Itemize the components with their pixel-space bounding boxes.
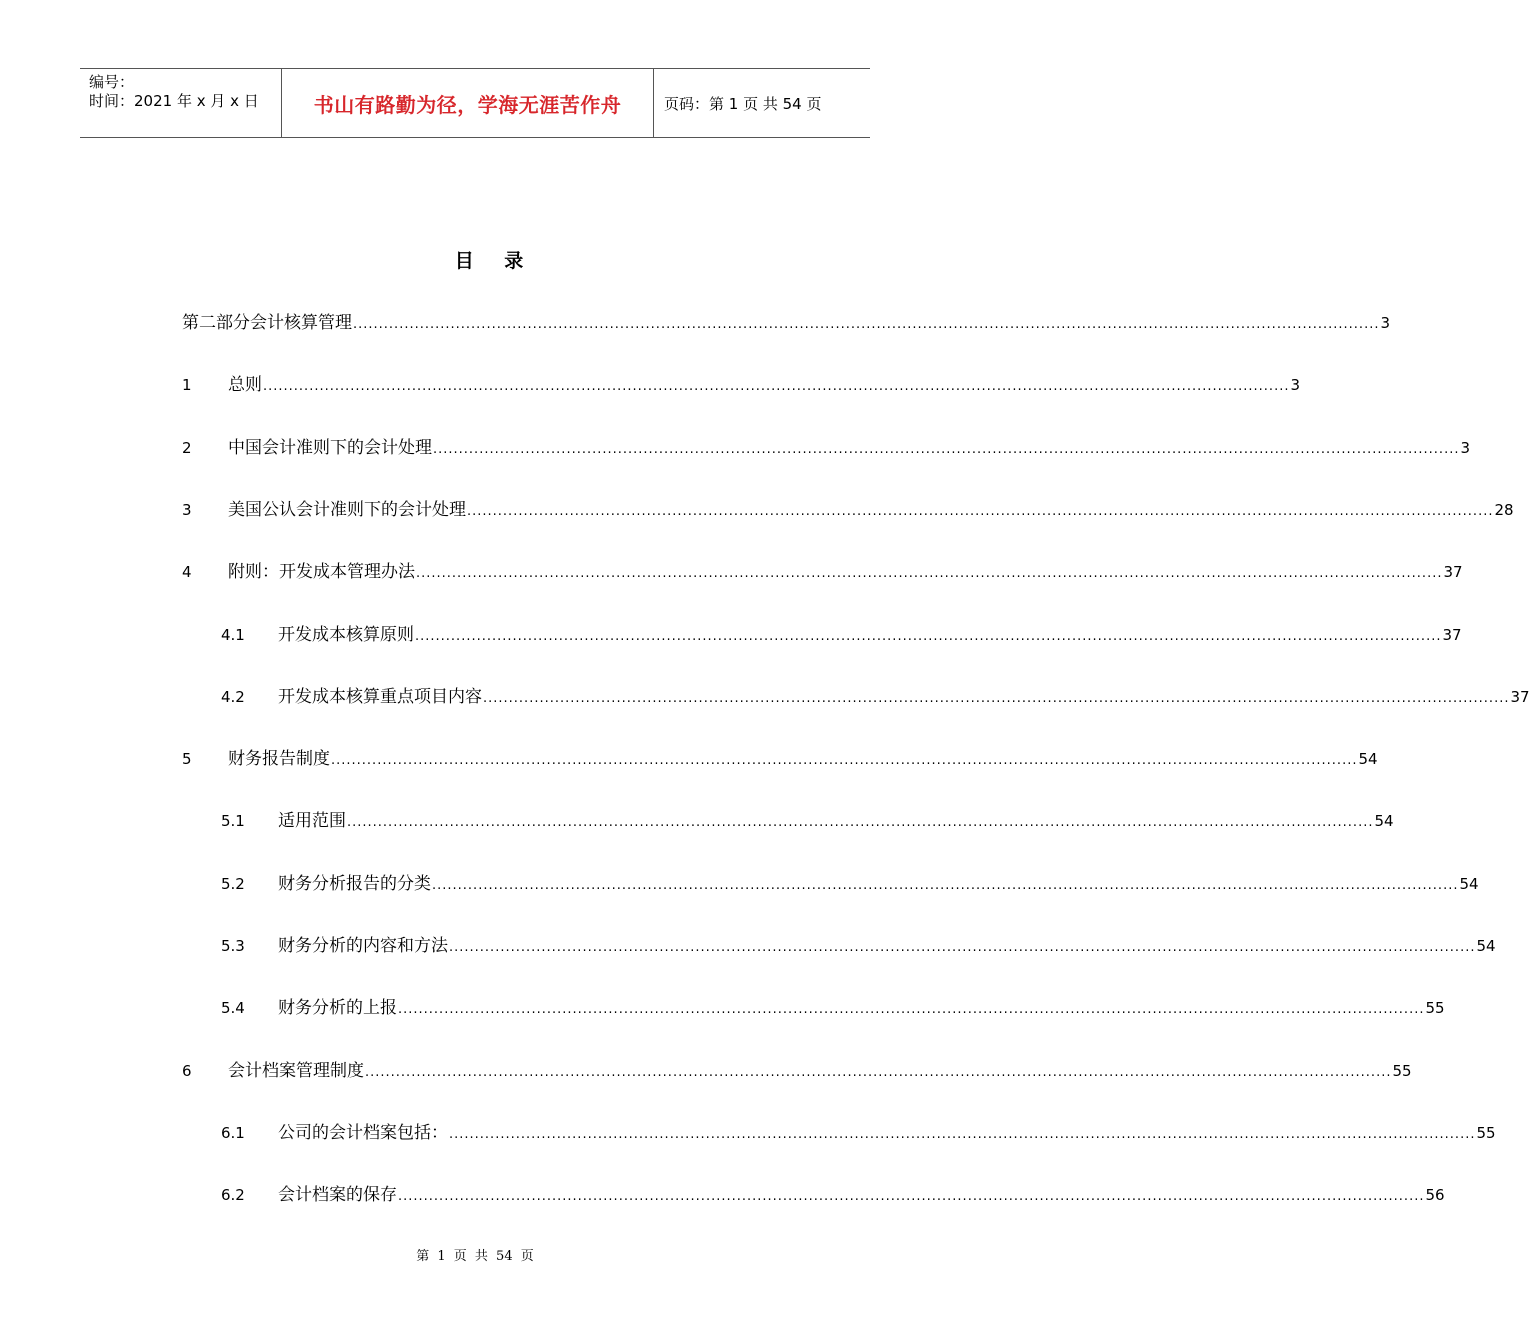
toc-entry-page: 37 [1510, 687, 1530, 706]
toc-entry[interactable] [221, 871, 1479, 897]
code-label: 编号： [89, 73, 135, 91]
toc-entry[interactable] [221, 1182, 1445, 1208]
toc-entry-title: 开发成本核算原则 [278, 624, 414, 645]
toc-leader-dots: ........................................................................................................................................................................................................ [263, 379, 1290, 395]
toc-entry[interactable] [221, 622, 1462, 648]
toc-entry-number: 4.2 [221, 687, 245, 706]
toc-leader-dots: ........................................................................................................................................................................................................ [365, 1064, 1392, 1080]
toc-entry-page: 54 [1476, 937, 1496, 955]
toc-leader-dots: ........................................................................................................................................................................................................ [449, 1126, 1476, 1142]
toc-leader-dots: ........................................................................................................................................................................................................ [398, 1189, 1425, 1205]
toc-entry-title: 第二部分会计核算管理 [182, 313, 352, 333]
toc-entry-page: 28 [1494, 500, 1514, 519]
toc-entry-title: 财务分析的上报 [278, 998, 397, 1019]
toc-entry-title: 适用范围 [278, 811, 346, 832]
toc-entry-number: 6.2 [221, 1186, 245, 1205]
toc-leader-dots: ........................................................................................................................................................................................................ [483, 690, 1510, 706]
toc-entry[interactable] [182, 372, 1301, 398]
toc-entry[interactable] [182, 1058, 1412, 1084]
toc-leader-dots: ........................................................................................................................................................................................................ [398, 1002, 1425, 1018]
toc-title: 目 录 [454, 250, 536, 272]
toc-entry-title: 总则 [228, 375, 262, 396]
toc-entry-number: 5.4 [221, 999, 245, 1018]
toc-entry-number: 5.2 [221, 874, 245, 893]
toc-leader-dots: ........................................................................................................................................................................................................ [347, 815, 1374, 831]
toc-entry-number: 4 [182, 563, 192, 582]
toc-leader-dots: ........................................................................................................................................................................................................ [353, 317, 1380, 332]
toc-entry[interactable] [182, 435, 1471, 461]
toc-leader-dots: ........................................................................................................................................................................................................ [467, 503, 1494, 519]
toc-entry-title: 公司的会计档案包括： [278, 1122, 448, 1143]
toc-entry-page: 37 [1442, 625, 1462, 644]
header-page-info: 页码：第 1 页 共 54 页 [664, 94, 822, 113]
toc-leader-dots: ........................................................................................................................................................................................................ [432, 877, 1459, 893]
toc-entry-page: 37 [1443, 563, 1463, 582]
toc-entry-page: 54 [1459, 874, 1479, 893]
toc-entry[interactable] [182, 559, 1463, 585]
document-header [80, 68, 870, 138]
page-footer: 第 1 页 共 54 页 [416, 1249, 534, 1264]
toc-entry-title: 会计档案管理制度 [228, 1060, 364, 1081]
toc-entry-number: 5.3 [221, 937, 245, 955]
toc-entry-number: 3 [182, 500, 192, 519]
toc-entry[interactable] [182, 746, 1378, 772]
toc-entry-page: 54 [1374, 812, 1394, 831]
toc-entry-number: 1 [182, 376, 192, 395]
toc-entry-page: 3 [1380, 314, 1391, 332]
toc-entry-title: 会计档案的保存 [278, 1185, 397, 1206]
toc-entry[interactable] [221, 684, 1530, 710]
toc-entry[interactable] [221, 1120, 1496, 1146]
toc-entry-title: 财务报告制度 [228, 749, 330, 770]
toc-leader-dots: ........................................................................................................................................................................................................ [433, 441, 1460, 457]
toc-leader-dots: ........................................................................................................................................................................................................ [449, 940, 1476, 955]
toc-entry-number: 4.1 [221, 625, 245, 644]
toc-entry[interactable] [221, 995, 1445, 1021]
header-motto: 书山有路勤为径，学海无涯苦作舟 [282, 69, 654, 137]
toc-leader-dots: ........................................................................................................................................................................................................ [416, 566, 1443, 582]
toc-entry-title: 美国公认会计准则下的会计处理 [228, 499, 466, 520]
toc-entry[interactable] [182, 497, 1514, 523]
toc-entry-page: 55 [1476, 1123, 1496, 1142]
toc-entry[interactable] [182, 310, 1391, 336]
toc-entry-number: 5.1 [221, 812, 245, 831]
toc-entry-title: 财务分析的内容和方法 [278, 936, 448, 956]
toc-entry-page: 3 [1290, 376, 1301, 395]
toc-entry-page: 3 [1460, 438, 1471, 457]
toc-entry-title: 开发成本核算重点项目内容 [278, 686, 482, 707]
toc-entry-number: 6 [182, 1061, 192, 1080]
toc-entry-number: 6.1 [221, 1123, 245, 1142]
toc-entry-page: 55 [1425, 999, 1445, 1018]
toc-entry[interactable] [221, 933, 1496, 959]
toc-entry-page: 56 [1425, 1186, 1445, 1205]
toc-entry[interactable] [221, 808, 1394, 834]
toc-entry-title: 中国会计准则下的会计处理 [228, 437, 432, 458]
toc-leader-dots: ........................................................................................................................................................................................................ [331, 753, 1358, 769]
toc-entry-number: 5 [182, 750, 192, 769]
toc-leader-dots: ........................................................................................................................................................................................................ [415, 628, 1442, 644]
header-meta [80, 69, 282, 137]
toc-entry-title: 附则：开发成本管理办法 [228, 562, 415, 583]
date-line: 时间：2021 年 x 月 x 日 [89, 92, 259, 110]
toc-entry-number: 2 [182, 438, 192, 457]
toc-entry-page: 55 [1392, 1061, 1412, 1080]
toc-entry-title: 财务分析报告的分类 [278, 873, 431, 894]
toc-entry-page: 54 [1358, 750, 1378, 769]
